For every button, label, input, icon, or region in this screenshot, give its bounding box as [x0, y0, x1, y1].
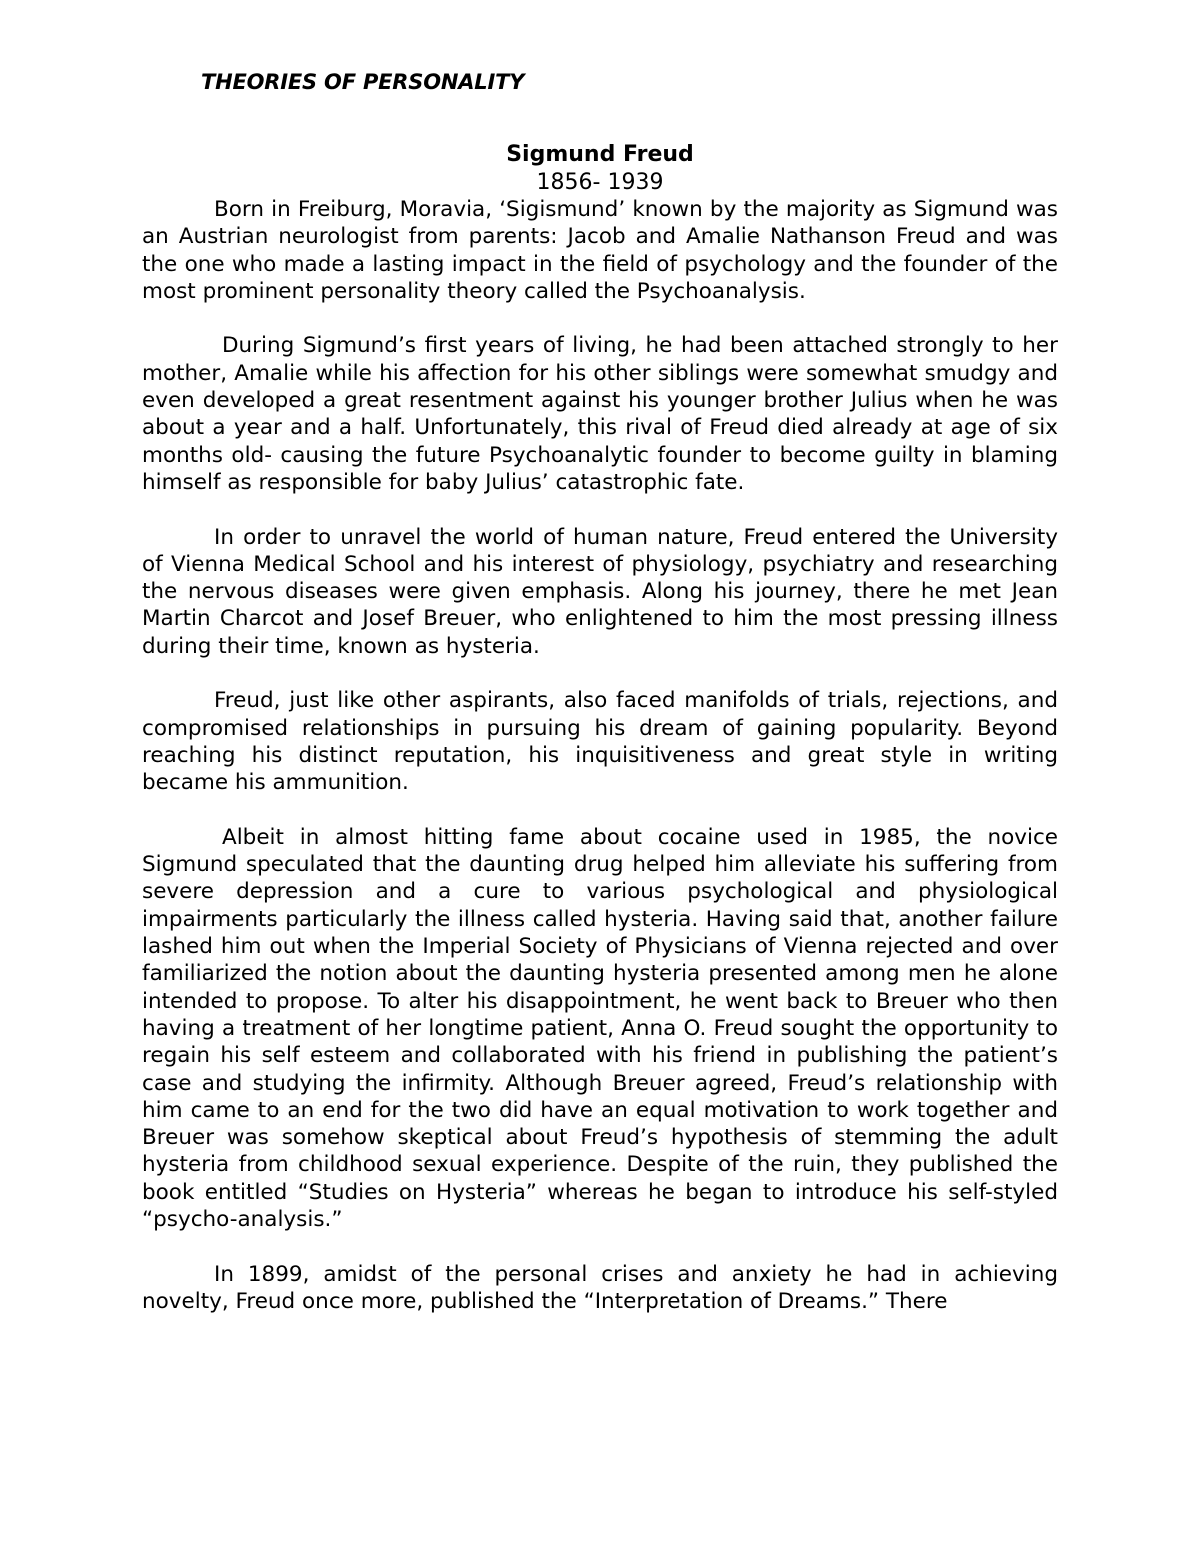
section-heading: Sigmund Freud	[506, 142, 694, 167]
paragraph-birth: Born in Freiburg, Moravia, ‘Sigismund’ known by the majority as Sigmund was an Austrian neurologist from parents: Jacob and Amalie Nathanson Freud and was the one who made a lasting impact in the field of psychology and the founder of the most prominent personality theory called the Psychoanalysis.	[142, 197, 1058, 304]
life-years: 1856- 1939	[536, 170, 664, 195]
paragraph-university: In order to unravel the world of human nature, Freud entered the University of Vienna Medical School and his interest of physiology, psychiatry and researching the nervous diseases were given emphasis. Along his journey, there he met Jean Martin Charcot and Josef Breuer, who enlightened to him the most pressing illness during their time, known as hysteria.	[142, 524, 1058, 659]
paragraph-trials: Freud, just like other aspirants, also faced manifolds of trials, rejections, and compromised relationships in pursuing his dream of gaining popularity. Beyond reaching his distinct reputation, his inquisitiveness and great style in writing became his ammunition.	[142, 688, 1058, 796]
paragraph-childhood: During Sigmund’s first years of living, he had been attached strongly to her mother, Amalie while his affection for his other siblings were somewhat smudgy and even developed a great resentment against his younger brother Julius when he was about a year and a half. Unfortunately, this rival of Freud died already at age of six months old- causing the future Psychoanalytic founder to become guilty in blaming himself as responsible for baby Julius’ catastrophic fate.	[142, 333, 1058, 495]
paragraph-cocaine-hysteria: Albeit in almost hitting fame about cocaine used in 1985, the novice Sigmund speculated that the daunting drug helped him alleviate his suffering from severe depression and a cure to various psychological and physiological impairments particularly the illness called hysteria. Having said that, another failure lashed him out when the Imperial Society of Physicians of Vienna rejected and over familiarized the notion about the daunting hysteria presented among men he alone intended to propose. To alter his disappointment, he went back to Breuer who then having a treatment of her longtime patient, Anna O. Freud sought the opportunity to regain his self esteem and collaborated with his friend in publishing the patient’s case and studying the infirmity. Although Breuer agreed, Freud’s relationship with him came to an end for the two did have an equal motivation to work together and Breuer was somehow skeptical about Freud’s hypothesis of stemming the adult hysteria from childhood sexual experience. Despite of the ruin, they published the book entitled “Studies on Hysteria” whereas he began to introduce his self-styled “psycho-analysis.”	[142, 824, 1058, 1232]
paragraph-dreams: In 1899, amidst of the personal crises and anxiety he had in achieving novelty, Freud once more, published the “Interpretation of Dreams.” There	[142, 1261, 1058, 1314]
document-title: THEORIES OF PERSONALITY	[201, 70, 525, 94]
document-body	[142, 196, 1058, 1342]
